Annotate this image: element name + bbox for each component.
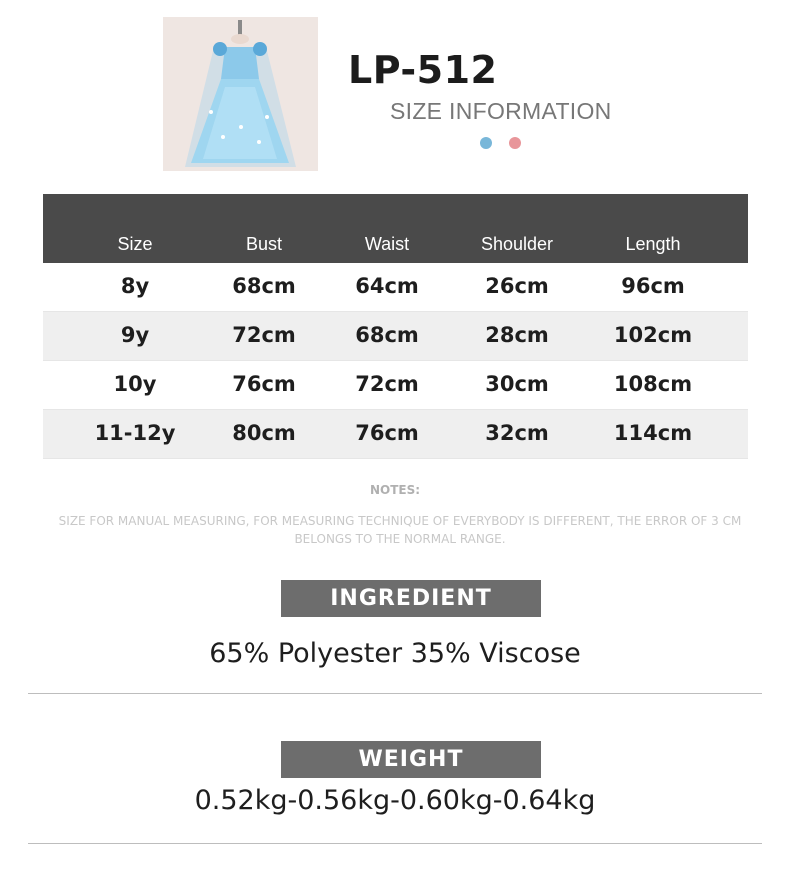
cell-shoulder: 32cm xyxy=(485,421,549,445)
table-row xyxy=(43,361,748,410)
cell-bust: 72cm xyxy=(232,323,296,347)
cell-bust: 68cm xyxy=(232,274,296,298)
notes-title: NOTES: xyxy=(369,483,421,497)
cell-bust: 76cm xyxy=(232,372,296,396)
size-information-title: SIZE INFORMATION xyxy=(390,98,612,124)
ingredient-banner: INGREDIENT xyxy=(281,580,541,617)
size-table xyxy=(43,194,748,459)
cell-waist: 64cm xyxy=(355,274,419,298)
header-bust: Bust xyxy=(245,234,283,254)
dress-illustration xyxy=(163,17,318,171)
notes-text: SIZE FOR MANUAL MEASURING, FOR MEASURING TECHNIQUE OF EVERYBODY IS DIFFERENT, THE ERROR OF 3 CM BELONGS TO THE NORMAL RANGE. xyxy=(58,514,742,546)
cell-length: 114cm xyxy=(613,421,693,445)
divider xyxy=(28,843,762,844)
cell-shoulder: 26cm xyxy=(485,274,549,298)
cell-shoulder: 30cm xyxy=(485,372,549,396)
cell-size: 11-12y xyxy=(94,421,176,445)
cell-waist: 68cm xyxy=(355,323,419,347)
header-length: Length xyxy=(625,234,681,254)
divider xyxy=(28,693,762,694)
cell-size: 8y xyxy=(120,274,150,298)
cell-length: 108cm xyxy=(613,372,693,396)
header-size: Size xyxy=(117,234,153,254)
model-number: LP-512 xyxy=(348,48,498,92)
cell-shoulder: 28cm xyxy=(485,323,549,347)
ingredient-value: 65% Polyester 35% Viscose xyxy=(209,638,581,669)
table-header xyxy=(43,194,748,263)
weight-value: 0.52kg-0.56kg-0.60kg-0.64kg xyxy=(194,785,596,816)
cell-waist: 72cm xyxy=(355,372,419,396)
color-swatch-blue[interactable] xyxy=(480,137,492,149)
table-row xyxy=(43,263,748,312)
header-waist: Waist xyxy=(364,234,410,254)
cell-bust: 80cm xyxy=(232,421,296,445)
table-row xyxy=(43,312,748,361)
weight-banner: WEIGHT xyxy=(281,741,541,778)
cell-waist: 76cm xyxy=(355,421,419,445)
color-swatch-pink[interactable] xyxy=(509,137,521,149)
product-photo xyxy=(163,17,318,171)
cell-size: 10y xyxy=(113,372,157,396)
cell-size: 9y xyxy=(120,323,150,347)
cell-length: 96cm xyxy=(621,274,685,298)
table-row xyxy=(43,410,748,459)
cell-length: 102cm xyxy=(613,323,693,347)
header-shoulder: Shoulder xyxy=(480,234,554,254)
